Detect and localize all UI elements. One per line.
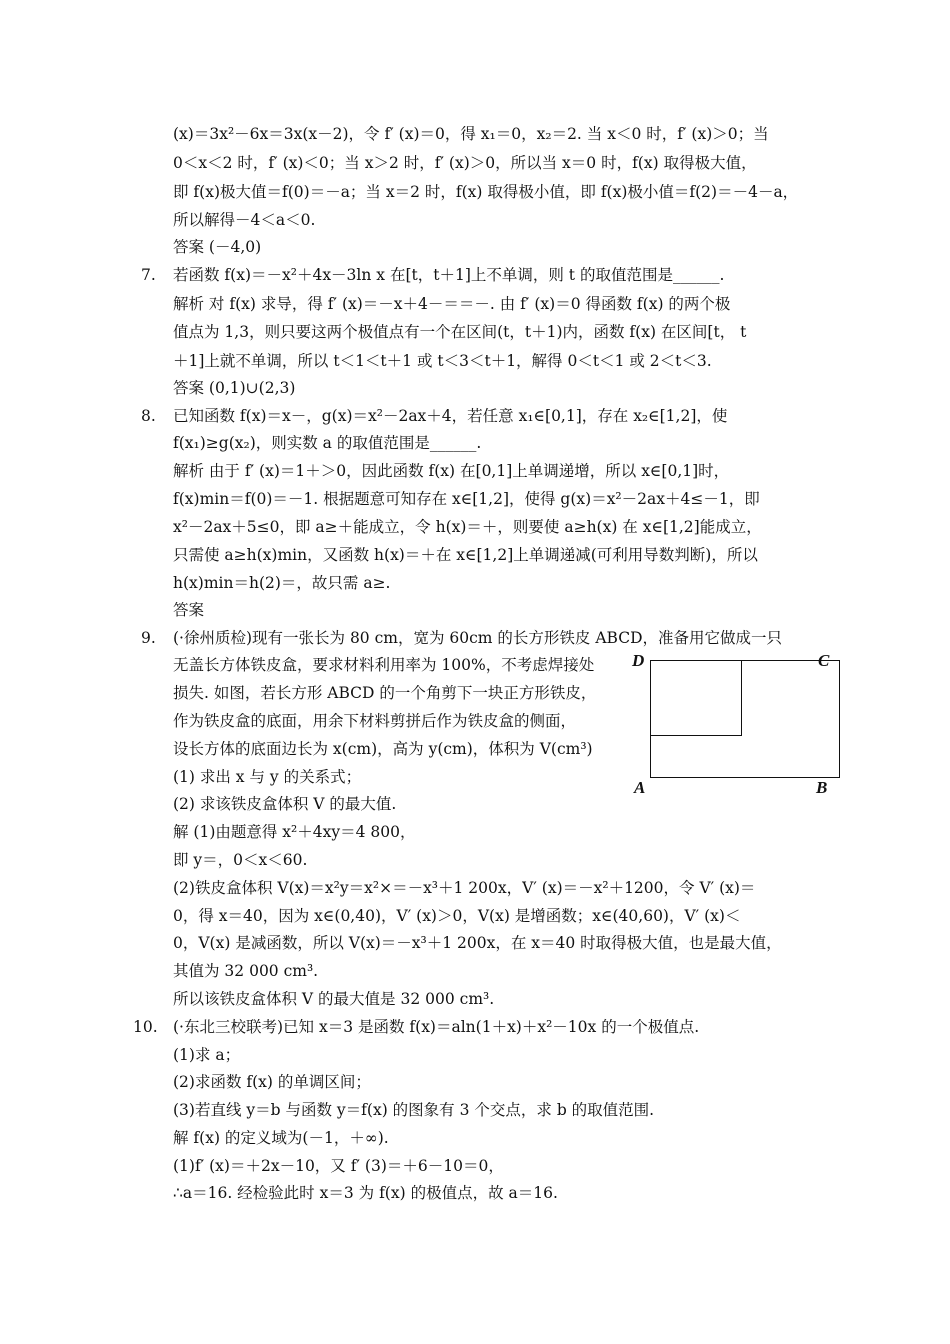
label-d: D bbox=[632, 651, 645, 670]
question-number: 9. bbox=[141, 629, 156, 647]
text-line: 0＜x＜2 时，f′ (x)＜0；当 x＞2 时，f′ (x)＞0，所以当 x＝0 时，f(x) 取得极大值， bbox=[173, 154, 757, 172]
label-c: C bbox=[818, 651, 830, 670]
text-line: 设长方体的底面边长为 x(cm)，高为 y(cm)，体积为 V(cm³) bbox=[173, 740, 593, 758]
text-line: 0，得 x＝40，因为 x∈(0,40)，V′ (x)＞0，V(x) 是增函数；x∈(40,60)，V′ (x)＜ bbox=[173, 907, 741, 925]
question-9-text: (·徐州质检)现有一张长为 80 cm，宽为 60cm 的长方形铁皮 ABCD，准备用它做成一只 bbox=[173, 629, 783, 647]
inner-square bbox=[650, 660, 742, 736]
text-line: h(x)min＝h(2)＝，故只需 a≥. bbox=[173, 574, 391, 592]
text-line: 只需使 a≥h(x)min，又函数 h(x)＝＋在 x∈[1,2]上单调递减(可利用导数判断)，所以 bbox=[173, 546, 758, 564]
question-10-text: (·东北三校联考)已知 x＝3 是函数 f(x)＝aln(1＋x)＋x²－10x 的一个极值点. bbox=[173, 1018, 700, 1036]
question-8-text: 已知函数 f(x)＝x－，g(x)＝x²－2ax＋4，若任意 x₁∈[0,1]，存在 x₂∈[1,2]，使 bbox=[173, 407, 728, 425]
text-line: 解 f(x) 的定义域为(－1，＋∞). bbox=[173, 1129, 389, 1147]
text-line: 作为铁皮盒的底面，用余下材料剪拼后作为铁皮盒的侧面， bbox=[173, 712, 577, 730]
label-a: A bbox=[634, 778, 646, 797]
text-line: (1)f′ (x)＝＋2x－10，又 f′ (3)＝＋6－10＝0， bbox=[173, 1157, 504, 1175]
text-line: (3)若直线 y＝b 与函数 y＝f(x) 的图象有 3 个交点，求 b 的取值范围. bbox=[173, 1101, 655, 1119]
question-number: 10. bbox=[133, 1018, 158, 1036]
answer-line: 答案 bbox=[173, 601, 205, 619]
question-number: 7. bbox=[141, 266, 156, 284]
text-line: x²－2ax＋5≤0，即 a≥＋能成立，令 h(x)＝＋，则要使 a≥h(x) 在 x∈[1,2]能成立， bbox=[173, 518, 762, 536]
text-line: (2)铁皮盒体积 V(x)＝x²y＝x²×＝－x³＋1 200x，V′ (x)＝－x²＋1200，令 V′ (x)＝ bbox=[173, 879, 756, 897]
text-line: (x)＝3x²－6x＝3x(x－2)，令 f′ (x)＝0，得 x₁＝0，x₂＝2. 当 x＜0 时，f′ (x)＞0；当 bbox=[173, 125, 769, 143]
text-line: 所以该铁皮盒体积 V 的最大值是 32 000 cm³. bbox=[173, 990, 495, 1008]
text-line: f(x₁)≥g(x₂)，则实数 a 的取值范围是______. bbox=[173, 434, 482, 452]
question-number: 8. bbox=[141, 407, 156, 425]
text-line: 值点为 1,3，则只要这两个极值点有一个在区间(t，t＋1)内，函数 f(x) 在区间[t， t bbox=[173, 323, 747, 341]
rectangle-abcd-figure bbox=[628, 648, 840, 800]
text-line: (1) 求出 x 与 y 的关系式； bbox=[173, 768, 362, 786]
text-line: 0，V(x) 是减函数，所以 V(x)＝－x³＋1 200x，在 x＝40 时取得极大值，也是最大值， bbox=[173, 934, 782, 952]
answer-line: 答案 (－4,0) bbox=[173, 238, 262, 256]
text-line: 解 (1)由题意得 x²＋4xy＝4 800， bbox=[173, 823, 416, 841]
answer-line: 答案 (0,1)∪(2,3) bbox=[173, 379, 296, 397]
text-line: 即 y＝，0＜x＜60. bbox=[173, 851, 308, 869]
text-line: 无盖长方体铁皮盒，要求材料利用率为 100%，不考虑焊接处 bbox=[173, 656, 595, 674]
text-line: 其值为 32 000 cm³. bbox=[173, 962, 319, 980]
text-line: 即 f(x)极大值＝f(0)＝－a；当 x＝2 时，f(x) 取得极小值，即 f(x)极小值＝f(2)＝－4－a， bbox=[173, 183, 799, 201]
text-line: 解析 由于 f′ (x)＝1＋＞0，因此函数 f(x) 在[0,1]上单调递增，所以 x∈[0,1]时， bbox=[173, 462, 730, 480]
text-line: 损失. 如图，若长方形 ABCD 的一个角剪下一块正方形铁皮， bbox=[173, 684, 597, 702]
text-line: ∴a＝16. 经检验此时 x＝3 为 f(x) 的极值点，故 a＝16. bbox=[173, 1184, 558, 1202]
question-7-text: 若函数 f(x)＝－x²＋4x－3ln x 在[t，t＋1]上不单调，则 t 的取值范围是______. bbox=[173, 266, 725, 284]
text-line: ＋1]上就不单调，所以 t＜1＜t＋1 或 t＜3＜t＋1，解得 0＜t＜1 或 2＜t＜3. bbox=[173, 352, 712, 370]
text-line: 所以解得－4＜a＜0. bbox=[173, 211, 316, 229]
text-line: (2) 求该铁皮盒体积 V 的最大值. bbox=[173, 795, 397, 813]
label-b: B bbox=[816, 778, 828, 797]
text-line: 解析 对 f(x) 求导，得 f′ (x)＝－x＋4－＝＝－. 由 f′ (x)＝0 得函数 f(x) 的两个极 bbox=[173, 295, 731, 313]
text-line: f(x)min＝f(0)＝－1. 根据题意可知存在 x∈[1,2]，使得 g(x)＝x²－2ax＋4≤－1，即 bbox=[173, 490, 760, 508]
text-line: (2)求函数 f(x) 的单调区间； bbox=[173, 1073, 371, 1091]
text-line: (1)求 a； bbox=[173, 1046, 241, 1064]
